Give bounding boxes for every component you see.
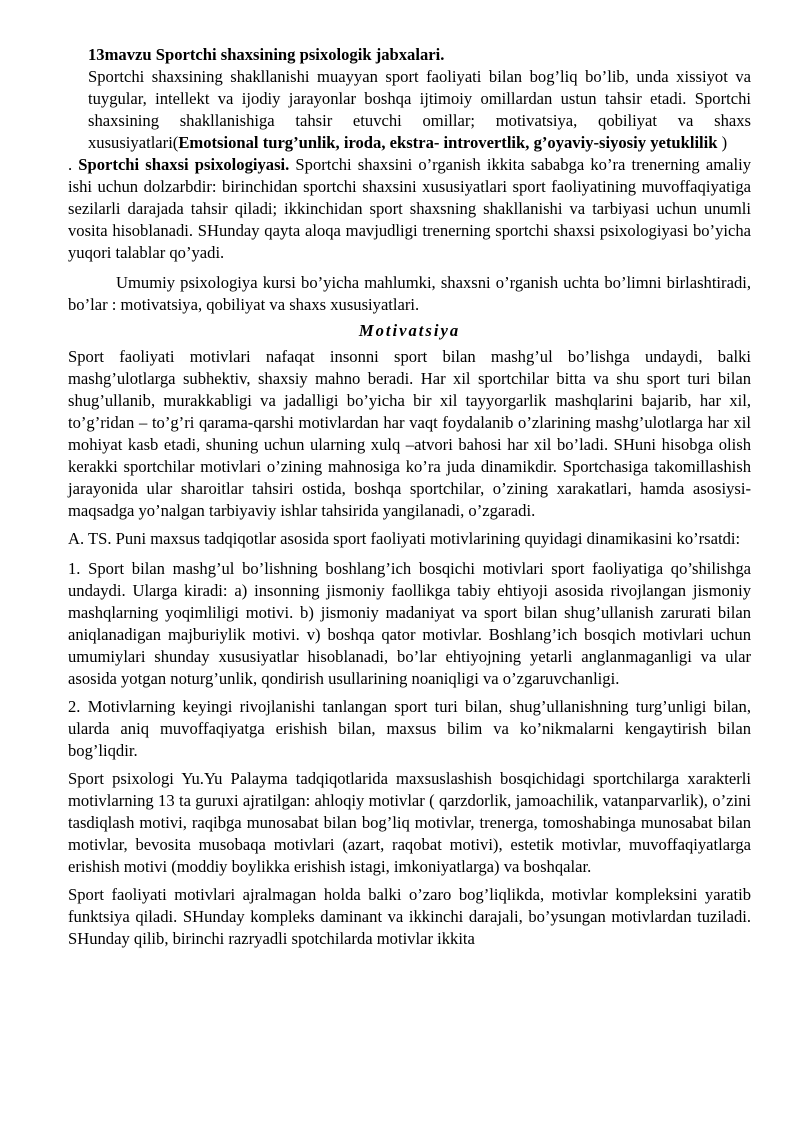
paragraph-umumiy-psixologiya: Umumiy psixologiya kursi bo’yicha mahlumki, shaxsni o’rganish uchta bo’limni birlashtiradi, bo’lar : motivatsiya, qobiliyat va shaxs xususiyatlari.	[68, 273, 751, 314]
section-heading-motivatsiya: Motivatsiya	[358, 321, 461, 340]
paragraph-sport-faoliyati-motivlari: Sport faoliyati motivlari nafaqat insonni sport bilan mashg’ul bo’lishga undaydi, balki mashg’ulotlarga subhektiv, shaxsiy mahno beradi. Har xil sportchilar bitta va shu sport turi bilan shug’ullanib, murakkabligi va jadalligi bo’yicha bir xil tayyorgarlik mashqlarini bajarib, har xil, to’g’ridan – to’g’ri qarama-qarshi motivlardan har vaqt foydalanib o’zlarining mashg’ulotlarga har xil mohiyat kasb etadi, shuning uchun ularning xulq –atvori bahosi har xil bo’ladi. SHuni hisobga olish kerakki sportchilar motivlari o’zining mahnosiga ko’ra juda dinamikdir. Sportchasiga takomillashish jarayonida ular sharoitlar tahsiri ostida, boshqa sportchilar, o’zining xarakatlari, hamda asosiysi-maqsadga yo’nalgan tarbiyaviy ishlar tahsirida yangilanadi, o’zgaradi.	[68, 347, 751, 520]
intro-text: Sportchi shaxsining shakllanishi muayyan sport faoliyati bilan bog’liq bo’lib, unda xissiyot va tuygular, intellekt va ijodiy jarayonlar boshqa ijtimoiy omillardan ustun tahsir etadi. Sportchi shaxsining shakllanishiga tahsir etuvchi omillar; motivatsiya, qobiliyat va shaxs xususiyatlari(	[88, 67, 751, 152]
document-page	[68, 44, 751, 950]
paragraph-list-item-2: 2. Motivlarning keyingi rivojlanishi tanlangan sport turi bilan, shug’ullanishning turg’unligi bilan, ularda aniq muvoffaqiyatga erishish bilan, maxsus bilim va ko’nikmalarni kengaytirish bilan bog’liqdir.	[68, 697, 751, 760]
section-heading-inline: Sportchi shaxsi psixologiyasi.	[78, 155, 290, 174]
paragraph-palayma: Sport psixologi Yu.Yu Palayma tadqiqotlarida maxsuslashish bosqichidagi sportchilarga xarakterli motivlarning 13 ta guruxi ajratilgan: ahloqiy motivlar ( qarzdorlik, jamoachilik, vatanparvarlik), o’zini tasdiqlash motivi, raqibga munosabat bilan bog’liq motivlar, trenerga, tomoshabinga munosabat bilan motivlar, bevosita musobaqa motivlari (azart, raqobat motivi), estetik motivlar, muvoffaqiyatlarga erishish motivi (moddiy boylikka erishish istagi, imkoniyatlarga) va boshqalar.	[68, 769, 751, 876]
intro-end: )	[717, 133, 728, 152]
paragraph-text: Sportchi shaxsini o’rganish ikkita sababga ko’ra trenerning amaliy ishi uchun dolzarbdir: birinchidan sportchi shaxsini xususiyatlari sport faoliyatining muvoffaqiyatiga sezilarli darajada tahsir qiladi; ikkinchidan sport shaxsning shakllanishi va tarbiyasi uchun unumli vosita hisoblanadi. SHunday qayta aloqa mavjudligi trenerning sportchi shaxsi psixologiyasi bo’yicha yuqori talablar qo’yadi.	[68, 155, 751, 262]
intro-paragraph	[88, 66, 751, 154]
paragraph-prefix: .	[68, 155, 79, 174]
intro-bold-text: Emotsional turg’unlik, iroda, ekstra- introvertlik, g’oyaviy-siyosiy yetuklilik	[178, 133, 718, 152]
paragraph-motivlar-kompleksi: Sport faoliyati motivlari ajralmagan holda balki o’zaro bog’liqlikda, motivlar kompleksini yaratib funktsiya qiladi. SHunday kompleks daminant va ikkinchi darajali, bo’ysungan motivlardan tuziladi. SHunday qilib, birinchi razryadli spotchilarda motivlar ikkita	[68, 885, 751, 948]
paragraph-puni: A. TS. Puni maxsus tadqiqotlar asosida sport faoliyati motivlarining quyidagi dinamikasini ko’rsatdi:	[68, 529, 741, 548]
intro-block	[88, 44, 751, 154]
paragraph-list-item-1: 1. Sport bilan mashg’ul bo’lishning boshlang’ich bosqichi motivlari sport faoliyatiga qo’shilishga undaydi. Ularga kiradi: a) insonning jismoniy faollikga tabiy ehtiyoji asosida rivojlangan jismoniy mashqlarning yoqimliligi motivi. b) jismoniy madaniyat va sport bilan shug’ullanish zarurati bilan aniqlanadigan majburiylik motivi. v) boshqa qator motivlar. Boshlang’ich bosqich motivlari uchun umumiylari shunday xususiyatlar hisoblanadi, bo’lar ehtiyojning yetarli anglanmaganligi va ular asosida yotgan noturg’unlik, qondirish usullarining noaniqligi va o’zgaruvchanligi.	[68, 559, 751, 688]
document-title: 13mavzu Sportchi shaxsining psixologik jabxalari.	[88, 45, 445, 64]
paragraph-shaxs-psixologiyasi	[68, 154, 751, 264]
